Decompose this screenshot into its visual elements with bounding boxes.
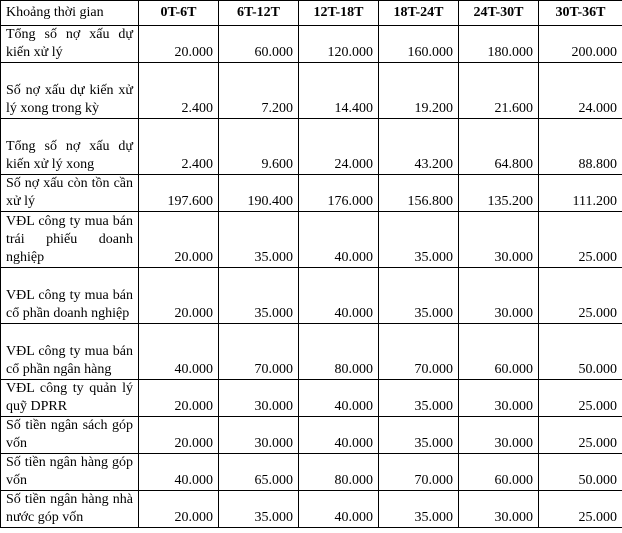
table-row [1, 454, 622, 491]
table-row [1, 26, 622, 63]
row-label: VĐL công ty mua bán cổ phần doanh nghiệp [1, 268, 139, 324]
table-cell: 35.000 [219, 491, 299, 528]
table-cell: 35.000 [219, 212, 299, 268]
table-cell: 24.000 [539, 63, 622, 119]
table-cell: 60.000 [219, 26, 299, 63]
table-cell: 35.000 [379, 212, 459, 268]
table-cell: 156.800 [379, 175, 459, 212]
table-cell: 20.000 [139, 212, 219, 268]
header-period-12-18: 12T-18T [299, 1, 379, 26]
table-row [1, 491, 622, 528]
row-label: Số nợ xấu dự kiến xử lý xong trong kỳ [1, 63, 139, 119]
table-cell: 30.000 [459, 380, 539, 417]
table-cell: 160.000 [379, 26, 459, 63]
table-row [1, 63, 622, 119]
header-period-0-6: 0T-6T [139, 1, 219, 26]
table-cell: 20.000 [139, 268, 219, 324]
table-cell: 43.200 [379, 119, 459, 175]
table-cell: 176.000 [299, 175, 379, 212]
table-cell: 190.400 [219, 175, 299, 212]
table-cell: 25.000 [539, 268, 622, 324]
table-cell: 20.000 [139, 417, 219, 454]
table-cell: 50.000 [539, 324, 622, 380]
table-cell: 40.000 [299, 491, 379, 528]
table-cell: 30.000 [219, 417, 299, 454]
table-cell: 70.000 [379, 324, 459, 380]
table-cell: 35.000 [379, 380, 459, 417]
table-cell: 80.000 [299, 454, 379, 491]
table-cell: 25.000 [539, 380, 622, 417]
table-cell: 24.000 [299, 119, 379, 175]
table-cell: 35.000 [379, 491, 459, 528]
row-label: Tổng số nợ xấu dự kiến xử lý [1, 26, 139, 63]
table-cell: 50.000 [539, 454, 622, 491]
table-cell: 25.000 [539, 417, 622, 454]
table-cell: 25.000 [539, 491, 622, 528]
table-cell: 35.000 [379, 268, 459, 324]
row-label: Số tiền ngân sách góp vốn [1, 417, 139, 454]
table-cell: 30.000 [459, 491, 539, 528]
table-cell: 200.000 [539, 26, 622, 63]
table-cell: 80.000 [299, 324, 379, 380]
table-row [1, 212, 622, 268]
table-cell: 60.000 [459, 454, 539, 491]
header-period-30-36: 30T-36T [539, 1, 622, 26]
table-cell: 70.000 [219, 324, 299, 380]
table-cell: 2.400 [139, 63, 219, 119]
table-cell: 135.200 [459, 175, 539, 212]
table-cell: 111.200 [539, 175, 622, 212]
table-cell: 40.000 [299, 212, 379, 268]
table-row [1, 175, 622, 212]
table-cell: 30.000 [459, 268, 539, 324]
table-cell: 65.000 [219, 454, 299, 491]
table-cell: 40.000 [299, 380, 379, 417]
table-cell: 30.000 [219, 380, 299, 417]
table-cell: 30.000 [459, 212, 539, 268]
header-row [1, 1, 622, 26]
table-cell: 180.000 [459, 26, 539, 63]
table-cell: 35.000 [219, 268, 299, 324]
row-label: Số tiền ngân hàng góp vốn [1, 454, 139, 491]
table-cell: 9.600 [219, 119, 299, 175]
row-label: Số nợ xấu còn tồn cần xử lý [1, 175, 139, 212]
table-row [1, 324, 622, 380]
table-cell: 40.000 [139, 324, 219, 380]
table-cell: 20.000 [139, 380, 219, 417]
table-cell: 40.000 [299, 268, 379, 324]
row-label: Tổng số nợ xấu dự kiến xử lý xong [1, 119, 139, 175]
table-cell: 120.000 [299, 26, 379, 63]
table-cell: 64.800 [459, 119, 539, 175]
row-label: Số tiền ngân hàng nhà nước góp vốn [1, 491, 139, 528]
table-cell: 19.200 [379, 63, 459, 119]
table-cell: 21.600 [459, 63, 539, 119]
table-row [1, 380, 622, 417]
table-cell: 25.000 [539, 212, 622, 268]
table-cell: 60.000 [459, 324, 539, 380]
row-label: VĐL công ty mua bán trái phiếu doanh nghiệp [1, 212, 139, 268]
table-row [1, 119, 622, 175]
table-cell: 70.000 [379, 454, 459, 491]
header-period-6-12: 6T-12T [219, 1, 299, 26]
header-time-period: Khoảng thời gian [1, 1, 139, 26]
table-cell: 14.400 [299, 63, 379, 119]
table-cell: 20.000 [139, 491, 219, 528]
table-row [1, 417, 622, 454]
table-cell: 2.400 [139, 119, 219, 175]
table-cell: 30.000 [459, 417, 539, 454]
table-row [1, 268, 622, 324]
header-period-24-30: 24T-30T [459, 1, 539, 26]
table-cell: 197.600 [139, 175, 219, 212]
table-cell: 7.200 [219, 63, 299, 119]
row-label: VĐL công ty mua bán cổ phần ngân hàng [1, 324, 139, 380]
table-cell: 40.000 [299, 417, 379, 454]
row-label: VĐL công ty quản lý quỹ DPRR [1, 380, 139, 417]
table-cell: 20.000 [139, 26, 219, 63]
table-cell: 88.800 [539, 119, 622, 175]
table-cell: 40.000 [139, 454, 219, 491]
header-period-18-24: 18T-24T [379, 1, 459, 26]
table-cell: 35.000 [379, 417, 459, 454]
